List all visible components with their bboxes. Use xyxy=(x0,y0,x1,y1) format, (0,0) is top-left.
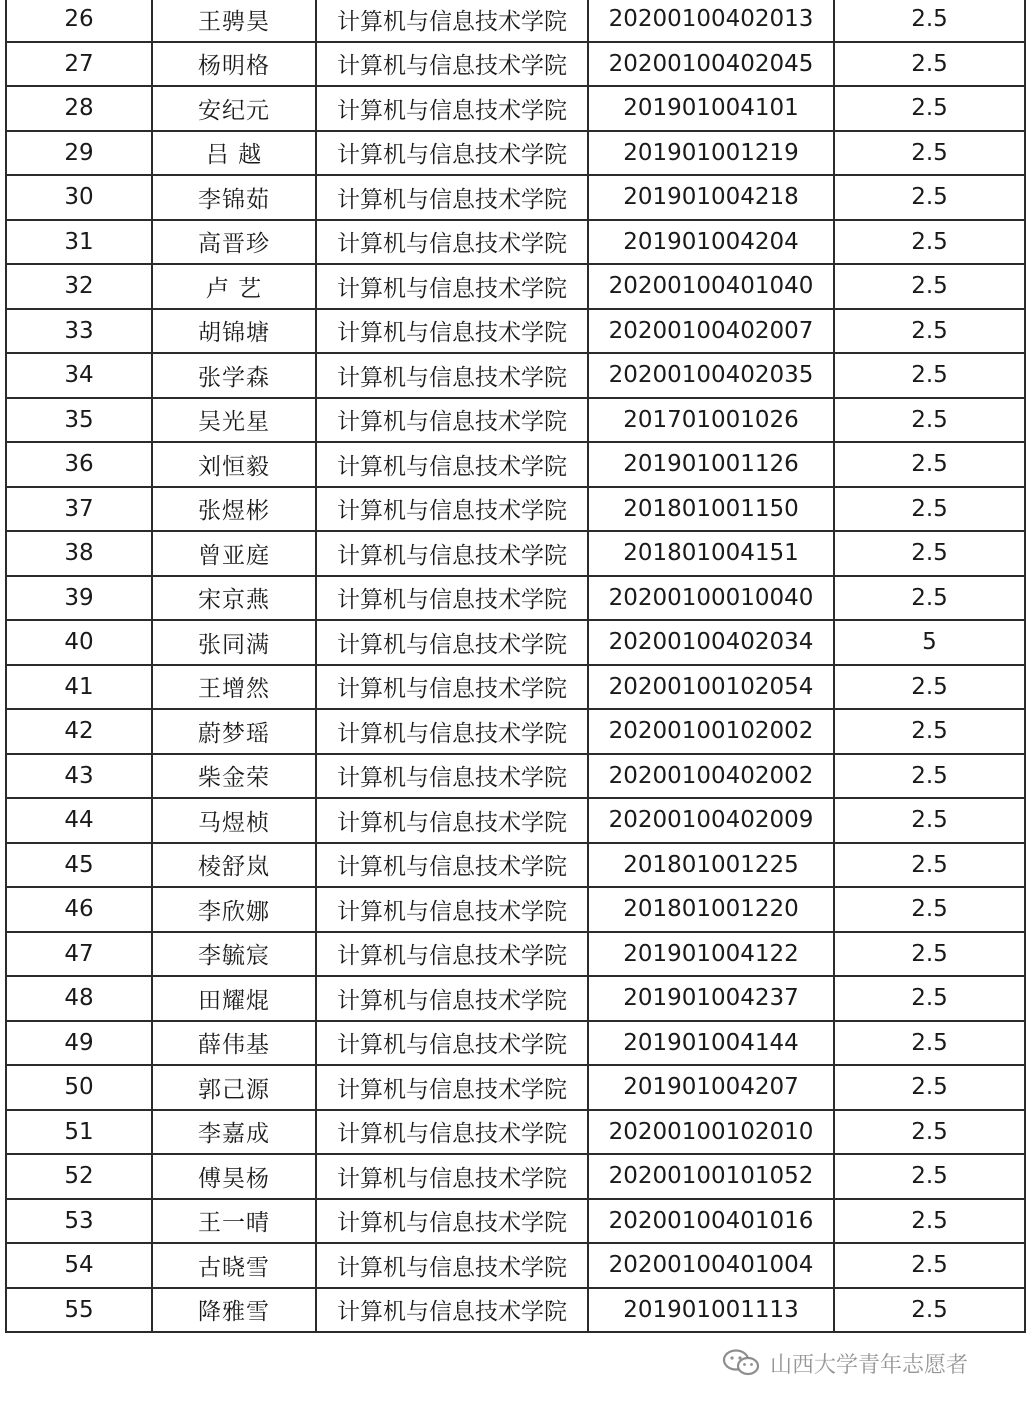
table-row xyxy=(6,620,1025,665)
student-id-cell: 20200100402035 xyxy=(588,353,834,398)
table-row xyxy=(6,1021,1025,1066)
name-cell: 古晓雪 xyxy=(152,1243,316,1288)
college-cell: 计算机与信息技术学院 xyxy=(316,1288,588,1333)
name-cell: 王一晴 xyxy=(152,1199,316,1244)
student-id-cell: 20200100402034 xyxy=(588,620,834,665)
table-row xyxy=(6,442,1025,487)
volunteer-hours-cell: 2.5 xyxy=(834,487,1025,532)
name-cell: 胡锦塘 xyxy=(152,309,316,354)
volunteer-hours-cell: 2.5 xyxy=(834,1243,1025,1288)
student-id-cell: 201901001126 xyxy=(588,442,834,487)
college-cell: 计算机与信息技术学院 xyxy=(316,576,588,621)
student-id-cell: 20200100101052 xyxy=(588,1154,834,1199)
table-row xyxy=(6,576,1025,621)
student-id-cell: 201801001220 xyxy=(588,887,834,932)
volunteer-hours-cell: 2.5 xyxy=(834,887,1025,932)
name-cell: 傅昊杨 xyxy=(152,1154,316,1199)
student-id-cell: 201801004151 xyxy=(588,531,834,576)
table-row xyxy=(6,1110,1025,1155)
college-cell: 计算机与信息技术学院 xyxy=(316,709,588,754)
name-cell: 马煜桢 xyxy=(152,798,316,843)
student-id-cell: 201801001225 xyxy=(588,843,834,888)
row-number-cell: 50 xyxy=(6,1065,152,1110)
college-cell: 计算机与信息技术学院 xyxy=(316,976,588,1021)
student-id-cell: 20200100102002 xyxy=(588,709,834,754)
volunteer-hours-cell: 2.5 xyxy=(834,309,1025,354)
row-number-cell: 34 xyxy=(6,353,152,398)
table-row xyxy=(6,264,1025,309)
college-cell: 计算机与信息技术学院 xyxy=(316,1021,588,1066)
student-id-cell: 20200100102010 xyxy=(588,1110,834,1155)
table-row xyxy=(6,487,1025,532)
row-number-cell: 29 xyxy=(6,131,152,176)
volunteer-hours-cell: 2.5 xyxy=(834,1154,1025,1199)
row-number-cell: 42 xyxy=(6,709,152,754)
table-body xyxy=(6,0,1025,1332)
college-cell: 计算机与信息技术学院 xyxy=(316,442,588,487)
name-cell: 张学森 xyxy=(152,353,316,398)
name-cell: 刘恒毅 xyxy=(152,442,316,487)
volunteer-hours-cell: 2.5 xyxy=(834,1288,1025,1333)
student-id-cell: 201901004237 xyxy=(588,976,834,1021)
table-row xyxy=(6,1288,1025,1333)
row-number-cell: 48 xyxy=(6,976,152,1021)
table-row xyxy=(6,976,1025,1021)
volunteer-hours-cell: 2.5 xyxy=(834,220,1025,265)
name-cell: 卢 艺 xyxy=(152,264,316,309)
volunteer-hours-cell: 2.5 xyxy=(834,665,1025,710)
table-row xyxy=(6,754,1025,799)
table-row xyxy=(6,0,1025,42)
row-number-cell: 49 xyxy=(6,1021,152,1066)
volunteer-hours-cell: 2.5 xyxy=(834,531,1025,576)
student-id-cell: 201901004207 xyxy=(588,1065,834,1110)
row-number-cell: 46 xyxy=(6,887,152,932)
name-cell: 安纪元 xyxy=(152,86,316,131)
college-cell: 计算机与信息技术学院 xyxy=(316,620,588,665)
row-number-cell: 39 xyxy=(6,576,152,621)
college-cell: 计算机与信息技术学院 xyxy=(316,220,588,265)
college-cell: 计算机与信息技术学院 xyxy=(316,665,588,710)
table-row xyxy=(6,353,1025,398)
college-cell: 计算机与信息技术学院 xyxy=(316,264,588,309)
volunteer-hours-cell: 5 xyxy=(834,620,1025,665)
row-number-cell: 28 xyxy=(6,86,152,131)
student-id-cell: 20200100402045 xyxy=(588,42,834,87)
wechat-icon xyxy=(722,1349,762,1377)
student-id-cell: 201701001026 xyxy=(588,398,834,443)
row-number-cell: 43 xyxy=(6,754,152,799)
table-row xyxy=(6,932,1025,977)
row-number-cell: 44 xyxy=(6,798,152,843)
student-id-cell: 20200100401004 xyxy=(588,1243,834,1288)
volunteer-hours-cell: 2.5 xyxy=(834,976,1025,1021)
table-row xyxy=(6,86,1025,131)
name-cell: 高晋珍 xyxy=(152,220,316,265)
student-id-cell: 201901004218 xyxy=(588,175,834,220)
student-id-cell: 20200100401040 xyxy=(588,264,834,309)
name-cell: 李毓宸 xyxy=(152,932,316,977)
name-cell: 杨明格 xyxy=(152,42,316,87)
table-row xyxy=(6,398,1025,443)
college-cell: 计算机与信息技术学院 xyxy=(316,754,588,799)
table-row xyxy=(6,798,1025,843)
row-number-cell: 31 xyxy=(6,220,152,265)
volunteer-hours-cell: 2.5 xyxy=(834,86,1025,131)
row-number-cell: 26 xyxy=(6,0,152,42)
student-id-cell: 20200100402009 xyxy=(588,798,834,843)
college-cell: 计算机与信息技术学院 xyxy=(316,353,588,398)
row-number-cell: 55 xyxy=(6,1288,152,1333)
student-id-cell: 20200100402013 xyxy=(588,0,834,42)
row-number-cell: 47 xyxy=(6,932,152,977)
volunteer-hours-table xyxy=(5,0,1026,1333)
name-cell: 棱舒岚 xyxy=(152,843,316,888)
student-id-cell: 201901004144 xyxy=(588,1021,834,1066)
volunteer-hours-cell: 2.5 xyxy=(834,42,1025,87)
student-id-cell: 201901004101 xyxy=(588,86,834,131)
volunteer-hours-cell: 2.5 xyxy=(834,264,1025,309)
row-number-cell: 40 xyxy=(6,620,152,665)
watermark-text: 山西大学青年志愿者 xyxy=(770,1352,969,1378)
row-number-cell: 35 xyxy=(6,398,152,443)
college-cell: 计算机与信息技术学院 xyxy=(316,1065,588,1110)
name-cell: 降雅雪 xyxy=(152,1288,316,1333)
volunteer-hours-cell: 2.5 xyxy=(834,398,1025,443)
table-row xyxy=(6,220,1025,265)
table-row xyxy=(6,887,1025,932)
watermark xyxy=(722,1348,968,1378)
college-cell: 计算机与信息技术学院 xyxy=(316,932,588,977)
name-cell: 李欣娜 xyxy=(152,887,316,932)
college-cell: 计算机与信息技术学院 xyxy=(316,1154,588,1199)
college-cell: 计算机与信息技术学院 xyxy=(316,531,588,576)
row-number-cell: 53 xyxy=(6,1199,152,1244)
college-cell: 计算机与信息技术学院 xyxy=(316,0,588,42)
student-id-cell: 201901001113 xyxy=(588,1288,834,1333)
volunteer-hours-cell: 2.5 xyxy=(834,1021,1025,1066)
table-row xyxy=(6,665,1025,710)
college-cell: 计算机与信息技术学院 xyxy=(316,42,588,87)
college-cell: 计算机与信息技术学院 xyxy=(316,398,588,443)
volunteer-hours-cell: 2.5 xyxy=(834,175,1025,220)
college-cell: 计算机与信息技术学院 xyxy=(316,1199,588,1244)
row-number-cell: 36 xyxy=(6,442,152,487)
volunteer-hours-cell: 2.5 xyxy=(834,353,1025,398)
college-cell: 计算机与信息技术学院 xyxy=(316,131,588,176)
student-id-cell: 201901004122 xyxy=(588,932,834,977)
name-cell: 王增然 xyxy=(152,665,316,710)
row-number-cell: 54 xyxy=(6,1243,152,1288)
student-id-cell: 20200100402007 xyxy=(588,309,834,354)
table-row xyxy=(6,309,1025,354)
table-row xyxy=(6,1065,1025,1110)
student-id-cell: 201801001150 xyxy=(588,487,834,532)
name-cell: 李锦茹 xyxy=(152,175,316,220)
row-number-cell: 32 xyxy=(6,264,152,309)
name-cell: 宋京燕 xyxy=(152,576,316,621)
table-row xyxy=(6,1154,1025,1199)
volunteer-hours-cell: 2.5 xyxy=(834,709,1025,754)
student-id-cell: 20200100401016 xyxy=(588,1199,834,1244)
volunteer-hours-cell: 2.5 xyxy=(834,131,1025,176)
name-cell: 张煜彬 xyxy=(152,487,316,532)
table-row xyxy=(6,843,1025,888)
row-number-cell: 41 xyxy=(6,665,152,710)
student-id-cell: 201901001219 xyxy=(588,131,834,176)
student-id-cell: 20200100010040 xyxy=(588,576,834,621)
college-cell: 计算机与信息技术学院 xyxy=(316,309,588,354)
name-cell: 吴光星 xyxy=(152,398,316,443)
name-cell: 田耀焜 xyxy=(152,976,316,1021)
college-cell: 计算机与信息技术学院 xyxy=(316,798,588,843)
name-cell: 柴金荣 xyxy=(152,754,316,799)
name-cell: 郭己源 xyxy=(152,1065,316,1110)
college-cell: 计算机与信息技术学院 xyxy=(316,843,588,888)
volunteer-hours-cell: 2.5 xyxy=(834,1110,1025,1155)
volunteer-hours-cell: 2.5 xyxy=(834,1065,1025,1110)
row-number-cell: 52 xyxy=(6,1154,152,1199)
volunteer-hours-cell: 2.5 xyxy=(834,932,1025,977)
college-cell: 计算机与信息技术学院 xyxy=(316,1243,588,1288)
volunteer-hours-cell: 2.5 xyxy=(834,843,1025,888)
table-row xyxy=(6,1199,1025,1244)
college-cell: 计算机与信息技术学院 xyxy=(316,175,588,220)
row-number-cell: 37 xyxy=(6,487,152,532)
volunteer-hours-cell: 2.5 xyxy=(834,576,1025,621)
row-number-cell: 33 xyxy=(6,309,152,354)
table-row xyxy=(6,1243,1025,1288)
name-cell: 李嘉成 xyxy=(152,1110,316,1155)
table-row xyxy=(6,42,1025,87)
row-number-cell: 45 xyxy=(6,843,152,888)
row-number-cell: 38 xyxy=(6,531,152,576)
college-cell: 计算机与信息技术学院 xyxy=(316,887,588,932)
name-cell: 张同满 xyxy=(152,620,316,665)
name-cell: 薛伟基 xyxy=(152,1021,316,1066)
table-row xyxy=(6,531,1025,576)
table-row xyxy=(6,131,1025,176)
name-cell: 王骋昊 xyxy=(152,0,316,42)
table-row xyxy=(6,709,1025,754)
name-cell: 蔚梦瑶 xyxy=(152,709,316,754)
college-cell: 计算机与信息技术学院 xyxy=(316,86,588,131)
volunteer-hours-cell: 2.5 xyxy=(834,442,1025,487)
volunteer-hours-cell: 2.5 xyxy=(834,754,1025,799)
student-id-cell: 20200100402002 xyxy=(588,754,834,799)
volunteer-hours-cell: 2.5 xyxy=(834,798,1025,843)
college-cell: 计算机与信息技术学院 xyxy=(316,1110,588,1155)
student-id-cell: 201901004204 xyxy=(588,220,834,265)
row-number-cell: 51 xyxy=(6,1110,152,1155)
row-number-cell: 27 xyxy=(6,42,152,87)
volunteer-hours-cell: 2.5 xyxy=(834,0,1025,42)
volunteer-hours-cell: 2.5 xyxy=(834,1199,1025,1244)
row-number-cell: 30 xyxy=(6,175,152,220)
student-id-cell: 20200100102054 xyxy=(588,665,834,710)
college-cell: 计算机与信息技术学院 xyxy=(316,487,588,532)
name-cell: 吕 越 xyxy=(152,131,316,176)
table-row xyxy=(6,175,1025,220)
name-cell: 曾亚庭 xyxy=(152,531,316,576)
